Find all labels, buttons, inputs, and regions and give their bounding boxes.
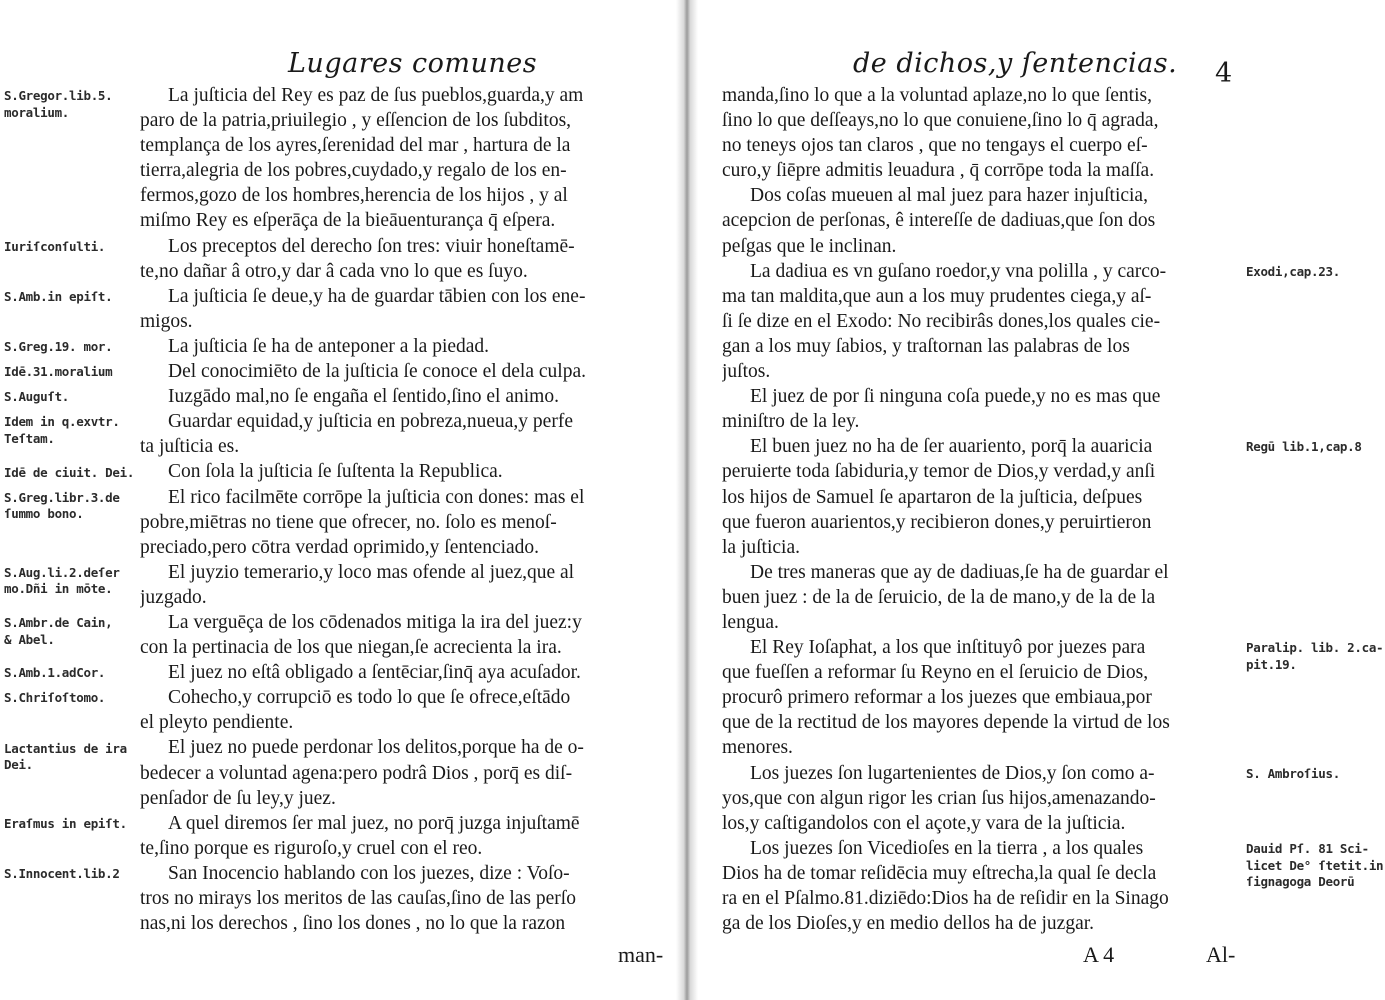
- text-line: que fueſſen a reformar ſu Reyno en el ſeruicio de Dios,: [722, 662, 1149, 684]
- folio-number: 4: [1215, 58, 1233, 89]
- text-line: penſador de ſu ley,y juez.: [140, 787, 336, 809]
- paragraph: [140, 610, 656, 660]
- marginal-note-line: & Abel.: [4, 631, 55, 647]
- text-line: lengua.: [722, 611, 779, 633]
- marginal-note-line: S.Innocent.lib.2: [4, 866, 120, 882]
- text-line: El juyzio temerario,y loco mas ofende al juez,que al: [168, 561, 575, 583]
- marginal-note: [4, 565, 140, 598]
- marginal-note: [4, 88, 140, 121]
- text-line: El juez no puede perdonar los delitos,porque ha de o-: [168, 737, 584, 759]
- text-line: los,y caſtigandolos con el açote,y vara de la juſticia.: [722, 812, 1126, 834]
- marginal-note-line: Regū lib.1,cap.8: [1246, 439, 1362, 455]
- paragraph: [722, 836, 1239, 936]
- paragraph: [140, 735, 656, 810]
- right-page: [698, 0, 1385, 1000]
- text-line: Iuzgādo mal,no ſe engaña el ſentido,ſino el animo.: [168, 386, 559, 408]
- text-line: La verguēça de los cōdenados mitiga la ira del juez:y: [168, 611, 582, 633]
- text-line: te,ſino porque es riguroſo,y cruel con el reo.: [140, 837, 483, 859]
- marginal-note-line: Lactantius de ira: [4, 740, 127, 756]
- text-line: curo,y ſiēpre admitis leuadura , q̄ corrōpe toda la maſſa.: [722, 160, 1155, 182]
- text-line: Guardar equidad,y juſticia en pobreza,nueua,y perfe: [168, 411, 573, 433]
- text-line: La dadiua es vn guſano roedor,y vna polilla , y carco-: [750, 260, 1167, 282]
- text-line: ta juſticia es.: [140, 436, 240, 458]
- marginal-note-line: ſignagoga Deorū: [1246, 874, 1355, 889]
- paragraph: [140, 284, 656, 334]
- marginal-note-line: ſummo bono.: [4, 506, 84, 522]
- text-line: acepcion de perſonas, ê intereſſe de dadiuas,que ſon dos: [722, 210, 1156, 232]
- text-line: no teneys ojos tan claros , que no tengays el cuerpo eſ-: [722, 135, 1148, 157]
- marginal-note-line: S.Gregor.lib.5.: [4, 88, 113, 103]
- text-line: El buen juez no ha de ſer auariento, porq̄ la auaricia: [750, 436, 1153, 458]
- marginal-note-line: Idē de ciuit. Dei.: [4, 464, 135, 480]
- marginal-note-line: S.Amb.in epiſt.: [4, 288, 113, 304]
- marginal-note: [4, 690, 140, 707]
- catchword-right: Al-: [1206, 942, 1236, 967]
- text-line: nas,ni los derechos , ſino los dones , no lo que la razon: [140, 913, 566, 935]
- marginal-note-line: S.Auguſt.: [4, 389, 70, 405]
- marginal-note-line: Teſtam.: [4, 430, 55, 446]
- text-line: San Inocencio hablando con los juezes, dize : Voſo-: [168, 862, 570, 884]
- text-line: Del conocimiēto de la juſticia ſe conoce el dela culpa.: [168, 361, 586, 383]
- marginal-note-line: S.Greg.19. mor.: [4, 339, 113, 354]
- text-line: con la pertinacia de los que niegan,ſe acrecienta la ira.: [140, 637, 562, 659]
- text-line: yos,que con algun rigor les crian ſus hijos,amenazando-: [722, 787, 1156, 809]
- marginal-note: [4, 615, 140, 648]
- text-line: miniſtro de la ley.: [722, 411, 860, 433]
- paragraph: [722, 761, 1239, 836]
- marginal-note-line: S.Chriſoſtomo.: [4, 690, 106, 706]
- text-line: la juſticia.: [722, 536, 800, 558]
- marginal-note-line: Dei.: [4, 757, 33, 773]
- marginal-note: [4, 866, 140, 883]
- paragraph: [140, 861, 656, 936]
- text-line: gan a los muy ſabios, y traſtornan las palabras de los: [722, 335, 1130, 357]
- marginal-note: [4, 364, 140, 381]
- marginal-note: [1246, 264, 1382, 281]
- text-line: tierra,alegria de los pobres,cuydado,y regalo de los en-: [140, 160, 567, 182]
- paragraph: [140, 459, 656, 484]
- paragraph: [140, 811, 656, 861]
- marginal-note: [4, 741, 140, 774]
- marginal-note-line: S.Ambr.de Cain,: [4, 615, 113, 631]
- paragraph: [140, 560, 656, 610]
- paragraph: [722, 384, 1239, 434]
- running-head-left: Lugares comunes: [288, 48, 538, 79]
- paragraph: [140, 685, 656, 735]
- text-line: Cohecho,y corrupciō es todo lo que ſe ofrece,eſtādo: [168, 687, 571, 709]
- text-line: el pleyto pendiente.: [140, 712, 294, 734]
- body-text-right: [722, 83, 1239, 936]
- text-line: fermos,gozo de los hombres,herencia de los hijos , y al: [140, 185, 568, 207]
- text-line: El juez no eſtâ obligado a ſentēciar,ſinq̄ aya acuſador.: [168, 662, 581, 684]
- text-line: bedecer a voluntad agena:pero podrâ Dios , porq̄ es diſ-: [140, 762, 573, 784]
- paragraph: [722, 259, 1239, 384]
- text-line: templança de los ayres,ſerenidad del mar , hartura de la: [140, 135, 571, 157]
- paragraph: [722, 434, 1239, 559]
- marginal-note: [4, 289, 140, 306]
- text-line: ra en el Pſalmo.81.diziēdo:Dios ha de reſidir en la Sinago: [722, 888, 1169, 909]
- text-line: El juez de por ſi ninguna coſa puede,y no es mas que: [750, 386, 1161, 408]
- catchword-left: man-: [618, 942, 664, 967]
- marginal-note-line: S. Ambroſius.: [1246, 765, 1340, 781]
- body-text-left: [140, 83, 656, 936]
- paragraph: [722, 83, 1239, 183]
- marginal-note: [4, 490, 140, 523]
- text-line: que de la rectitud de los mayores depende la virtud de los: [722, 712, 1170, 734]
- paragraph: [140, 485, 656, 560]
- text-line: Los juezes ſon Vicedioſes en la tierra , a los quales: [750, 837, 1144, 859]
- marginal-note: [1246, 439, 1382, 456]
- text-line: paro de la patria,priuilegio , y eſſencion de los ſubditos,: [140, 110, 572, 132]
- text-line: menores.: [722, 737, 793, 759]
- text-line: juſtos.: [722, 361, 771, 383]
- marginal-note-line: mo.Dñi in mōte.: [4, 581, 113, 597]
- paragraph: [140, 384, 656, 409]
- marginal-note: [4, 239, 140, 256]
- marginal-note: [4, 414, 140, 447]
- marginal-note-line: S.Aug.li.2.deſer: [4, 564, 120, 580]
- marginal-note-line: moralium.: [4, 104, 70, 120]
- text-line: buen juez : de la de ſeruicio, de la de mano,y de la de la: [722, 586, 1156, 608]
- text-line: La juſticia ſe ha de anteponer a la piedad.: [168, 335, 490, 357]
- running-head-right: de dichos,y ſentencias.: [853, 48, 1178, 79]
- marginal-note-line: Eraſmus in epiſt.: [4, 815, 127, 831]
- text-line: peſgas que le inclinan.: [722, 235, 897, 257]
- marginal-note-line: S.Greg.libr.3.de: [4, 489, 120, 505]
- paragraph: [140, 660, 656, 685]
- text-line: ma tan maldita,que aun a los muy prudentes ciega,y aſ-: [722, 285, 1152, 307]
- text-line: manda,ſino lo que a la voluntad aplaze,no lo que ſentis,: [722, 85, 1152, 106]
- text-line: preciado,pero cōtra verdad oprimido,y ſentenciado.: [140, 536, 540, 558]
- marginal-note: [4, 389, 140, 406]
- marginal-note: [1246, 841, 1382, 891]
- text-line: miſmo Rey es eſperāça de la bieāuenturança q̄ eſpera.: [140, 210, 556, 232]
- marginal-note-line: pit.19.: [1246, 656, 1297, 672]
- paragraph: [722, 183, 1239, 258]
- text-line: Dios ha de tomar reſidēcia muy eſtrecha,la qual ſe decla: [722, 862, 1157, 884]
- text-line: El Rey Ioſaphat, a los que inſtituyô por juezes para: [750, 637, 1146, 659]
- text-line: que fueron auarientos,y recibieron dones,y peruirtieron: [722, 511, 1152, 533]
- text-line: La juſticia ſe deue,y ha de guardar tābien con los ene-: [168, 285, 586, 307]
- left-page: [0, 0, 676, 1000]
- marginal-note: [4, 816, 140, 833]
- text-line: A quel diremos ſer mal juez, no porq̄ juzga injuſtamē: [168, 812, 580, 834]
- book-gutter: [676, 0, 698, 1000]
- text-line: los hijos de Samuel ſe apartaron de la juſticia, deſpues: [722, 486, 1143, 508]
- marginal-note-line: Dauid Pſ. 81 Sci-: [1246, 841, 1369, 856]
- marginal-note-line: Idē.31.moralium: [4, 364, 113, 380]
- marginal-note: [4, 465, 140, 482]
- paragraph: [722, 560, 1239, 635]
- signature-mark: A 4: [1083, 942, 1115, 967]
- text-line: El rico facilmēte corrōpe la juſticia con dones: mas el: [168, 486, 585, 508]
- text-line: De tres maneras que ay de dadiuas,ſe ha de guardar el: [750, 561, 1169, 583]
- text-line: La juſticia del Rey es paz de ſus pueblos,guarda,y am: [168, 85, 584, 106]
- marginal-note: [4, 339, 140, 356]
- paragraph: [140, 359, 656, 384]
- text-line: procurô primero reformar a los juezes que embiaua,por: [722, 687, 1152, 709]
- marginal-note-line: licet De° ſtetit.in: [1246, 857, 1384, 873]
- text-line: ſi ſe dize en el Exodo: No recibirâs dones,los quales cie-: [722, 310, 1161, 332]
- text-line: te,no dañar â otro,y dar â cada vno lo que es ſuyo.: [140, 260, 528, 282]
- text-line: migos.: [140, 310, 193, 332]
- text-line: ſino lo que deſſeays,no lo que conuiene,ſino lo q̄ agrada,: [722, 110, 1159, 132]
- text-line: Los juezes ſon lugartenientes de Dios,y ſon como a-: [750, 762, 1155, 784]
- marginal-note: [1246, 640, 1382, 673]
- paragraph: [140, 234, 656, 284]
- paragraph: [140, 83, 656, 234]
- marginal-note-line: Iuriſconſulti.: [4, 238, 106, 254]
- text-line: juzgado.: [140, 586, 207, 608]
- text-line: Los preceptos del derecho ſon tres: viuir honeſtamē-: [168, 235, 575, 257]
- paragraph: [140, 334, 656, 359]
- marginal-note-line: S.Amb.1.adCor.: [4, 665, 106, 681]
- marginal-note-line: Paralip. lib. 2.ca-: [1246, 640, 1384, 656]
- text-line: Con ſola la juſticia ſe ſuſtenta la Republica.: [168, 461, 503, 483]
- text-line: Dos coſas mueuen al mal juez para hazer injuſticia,: [750, 185, 1148, 207]
- text-line: peruierte toda ſabiduria,y temor de Dios,y verdad,y anſi: [722, 461, 1156, 483]
- paragraph: [140, 409, 656, 459]
- text-line: ga de los Dioſes,y en medio dellos ha de juzgar.: [722, 913, 1095, 935]
- marginal-note: [1246, 766, 1382, 783]
- marginal-note: [4, 665, 140, 682]
- text-line: tros no mirays los meritos de las cauſas,ſino de las perſo: [140, 888, 576, 909]
- text-line: pobre,miētras no tiene que ofrecer, no. ſolo es menoſ-: [140, 511, 557, 533]
- marginal-note-line: Exodi,cap.23.: [1246, 263, 1340, 279]
- marginal-note-line: Idem in q.exvtr.: [4, 414, 120, 430]
- paragraph: [722, 635, 1239, 760]
